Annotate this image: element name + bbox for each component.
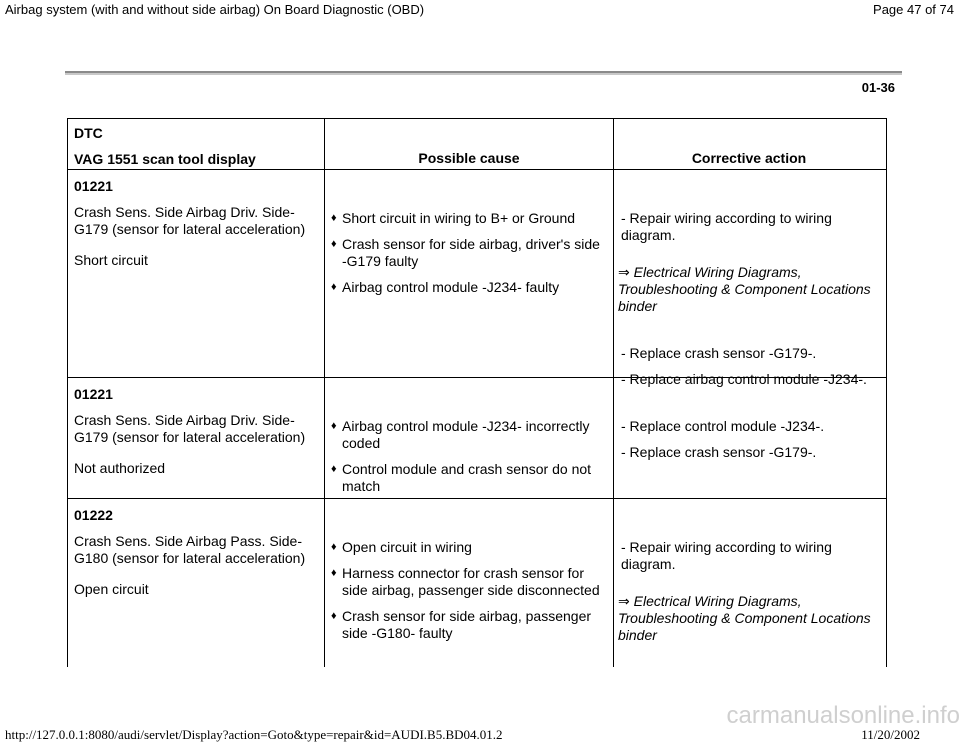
dtc-table: [67, 118, 887, 667]
page-counter: Page 47 of 74: [873, 2, 954, 17]
table-row: [68, 378, 886, 499]
diamond-bullet-icon: ♦: [331, 238, 337, 250]
diamond-bullet-icon: ♦: [331, 281, 337, 293]
dtc-condition: Short circuit: [74, 252, 148, 268]
dtc-condition: Not authorized: [74, 460, 166, 476]
cause-item: ♦ Control module and crash sensor do not match: [331, 461, 592, 494]
header-corrective-action: Corrective action: [691, 150, 807, 166]
action-item: - Replace crash sensor -G179-.: [621, 444, 817, 460]
dtc-cell: [68, 378, 325, 498]
diamond-bullet-icon: ♦: [331, 610, 337, 622]
cause-item: ♦ Airbag control module -J234- incorrectly coded: [331, 418, 590, 451]
header-scan-tool-label: VAG 1551 scan tool display: [74, 151, 256, 167]
cause-item: ♦ Short circuit in wiring to B+ or Ground: [331, 210, 576, 226]
diamond-bullet-icon: ♦: [331, 567, 337, 579]
dtc-code: 01221: [74, 386, 113, 402]
cause-item: ♦ Crash sensor for side airbag, driver's side -G179 faulty: [331, 236, 600, 269]
action-cell: [614, 499, 884, 667]
action-cell: [614, 378, 884, 498]
table-row: [68, 499, 886, 667]
diamond-bullet-icon: ♦: [331, 420, 337, 432]
diamond-bullet-icon: ♦: [331, 541, 337, 553]
table-header-row: [68, 119, 886, 170]
cause-item: ♦ Open circuit in wiring: [331, 539, 472, 555]
footer-url-link[interactable]: http://127.0.0.1:8080/audi/servlet/Display?action=Goto&type=repair&id=AUDI.B5.BD04.01.2: [5, 727, 503, 742]
cause-cell: [325, 170, 614, 377]
dtc-condition: Open circuit: [74, 581, 149, 597]
diamond-bullet-icon: ♦: [331, 463, 337, 475]
header-divider: [65, 71, 902, 75]
header-dtc-cell: [68, 119, 325, 169]
watermark-logo: carmanualsonline.info: [726, 702, 960, 729]
wiring-diagram-reference: ⇒ Electrical Wiring Diagrams, Troubleshooting & Component Locations binder: [618, 593, 871, 643]
action-item: - Replace airbag control module -J234-.: [621, 371, 867, 387]
action-item: - Replace control module -J234-.: [621, 418, 825, 434]
table-row: [68, 170, 886, 387]
cause-item: ♦ Harness connector for crash sensor for side airbag, passenger side disconnected: [331, 565, 600, 598]
header-possible-cause: Possible cause: [325, 119, 614, 169]
cause-cell: [325, 499, 614, 667]
dtc-cell: [68, 170, 325, 377]
dtc-description: Crash Sens. Side Airbag Driv. Side-G179 (sensor for lateral acceleration): [74, 412, 306, 445]
wiring-diagram-reference: ⇒ Electrical Wiring Diagrams, Troubleshooting & Component Locations binder: [618, 264, 871, 314]
cause-item: ♦ Airbag control module -J234- faulty: [331, 279, 560, 295]
action-item: - Replace crash sensor -G179-.: [621, 345, 817, 361]
dtc-code: 01221: [74, 178, 113, 194]
diamond-bullet-icon: ♦: [331, 212, 337, 224]
cause-cell: [325, 378, 614, 498]
cause-item: ♦ Crash sensor for side airbag, passenger side -G180- faulty: [331, 608, 592, 641]
section-page-number: 01-36: [861, 80, 895, 95]
document-title: Airbag system (with and without side airbag) On Board Diagnostic (OBD): [5, 2, 425, 17]
dtc-description: Crash Sens. Side Airbag Driv. Side-G179 (sensor for lateral acceleration): [74, 204, 306, 237]
footer-date: 11/20/2002: [861, 727, 920, 742]
dtc-code: 01222: [74, 507, 113, 523]
dtc-cell: [68, 499, 325, 667]
action-item: - Repair wiring according to wiring diagram.: [621, 210, 832, 243]
action-cell: [614, 170, 884, 387]
header-dtc-label: DTC: [74, 125, 103, 141]
action-item: - Repair wiring according to wiring diagram.: [621, 539, 832, 572]
dtc-description: Crash Sens. Side Airbag Pass. Side-G180 (sensor for lateral acceleration): [74, 533, 306, 566]
